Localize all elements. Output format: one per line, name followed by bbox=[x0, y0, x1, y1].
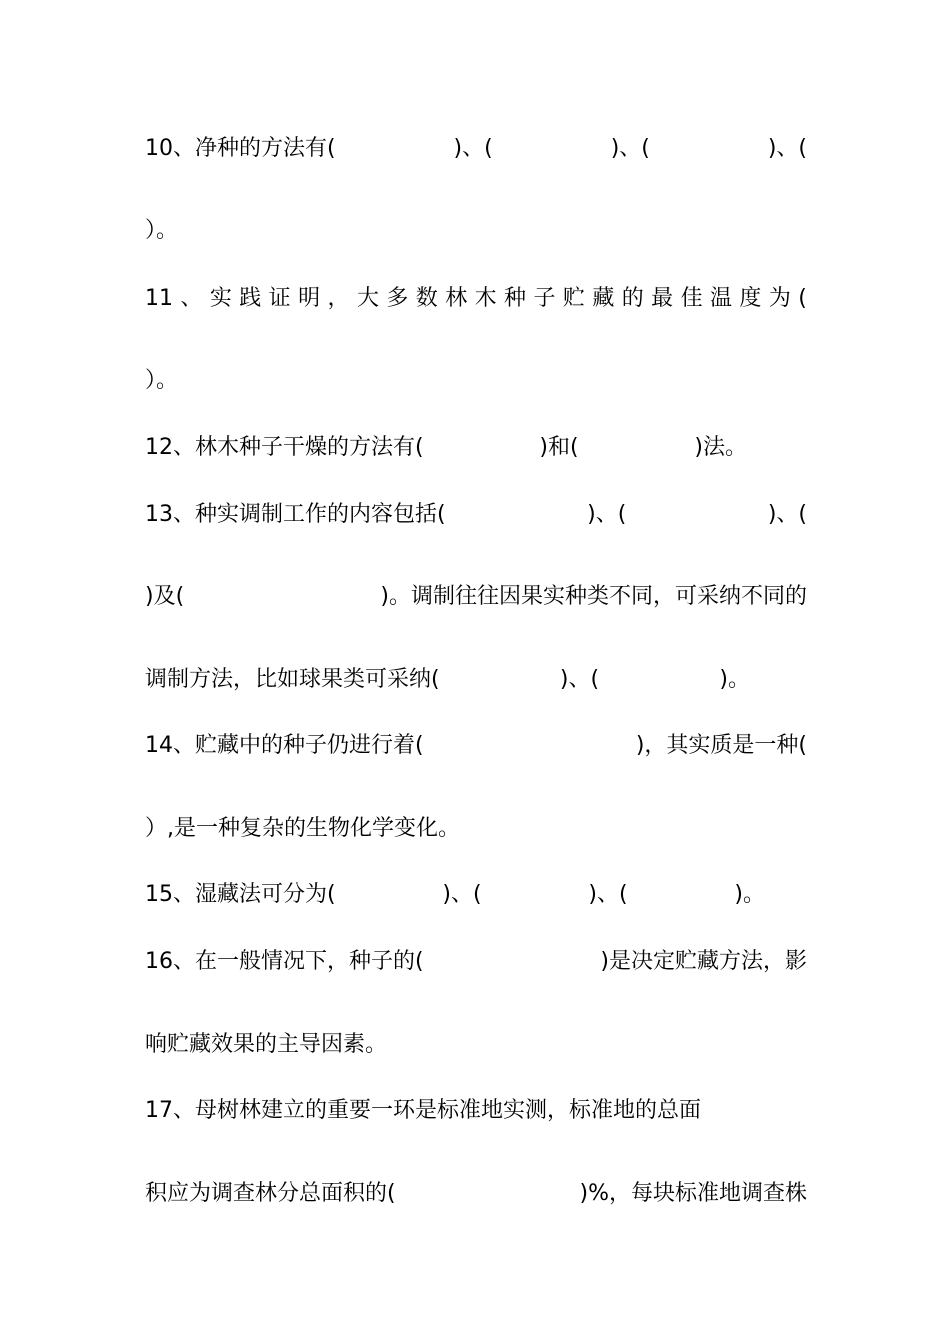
text-segment: )。 bbox=[734, 882, 765, 907]
question-15-line-1 bbox=[145, 880, 765, 910]
text-segment: 大 bbox=[356, 286, 379, 311]
text-segment: 、 bbox=[180, 286, 203, 311]
text-segment: 温 bbox=[710, 286, 733, 311]
text-segment: 15、湿藏法可分为( bbox=[145, 882, 336, 907]
text-segment: 贮 bbox=[562, 286, 585, 311]
text-segment: 种 bbox=[504, 286, 527, 311]
question-10-line-2 bbox=[145, 216, 807, 246]
text-segment: 为 bbox=[768, 286, 791, 311]
question-10-line-1 bbox=[145, 134, 807, 164]
question-16-line-2 bbox=[145, 1030, 807, 1060]
text-segment: 10、净种的方法有( bbox=[145, 136, 336, 161]
text-segment: )。调制往往因果实种类不同，可采纳不同的 bbox=[380, 584, 807, 609]
question-14-line-2 bbox=[145, 814, 807, 844]
text-segment: 度 bbox=[739, 286, 762, 311]
text-segment: ）,是一种复杂的生物化学变化。 bbox=[145, 816, 460, 841]
question-13-line-1 bbox=[145, 500, 807, 530]
text-segment: 的 bbox=[621, 286, 644, 311]
question-16-line-1 bbox=[145, 947, 807, 977]
text-segment: 实 bbox=[209, 286, 232, 311]
text-segment: 子 bbox=[533, 286, 556, 311]
question-12-line-1 bbox=[145, 433, 747, 463]
text-segment: 13、种实调制工作的内容包括( bbox=[145, 502, 446, 527]
text-segment: 17、母树林建立的重要一环是标准地实测，标准地的总面 bbox=[145, 1098, 701, 1123]
text-segment: )是决定贮藏方法，影 bbox=[600, 949, 807, 974]
text-segment: )及( bbox=[145, 584, 185, 609]
text-segment: 佳 bbox=[680, 286, 703, 311]
text-segment: 林 bbox=[445, 286, 468, 311]
text-segment: ， bbox=[327, 286, 350, 311]
question-17-line-2 bbox=[145, 1179, 807, 1209]
text-segment: )、( bbox=[559, 667, 600, 692]
question-17-line-1 bbox=[145, 1096, 807, 1126]
text-segment: )、( bbox=[587, 502, 627, 527]
text-segment: 藏 bbox=[592, 286, 615, 311]
text-segment: )、( bbox=[453, 136, 493, 161]
text-segment: 践 bbox=[239, 286, 262, 311]
text-segment: )、( bbox=[588, 882, 628, 907]
text-segment: 调制方法，比如球果类可采纳( bbox=[145, 667, 440, 692]
text-segment: 11 bbox=[145, 286, 173, 311]
question-11-line-1 bbox=[145, 284, 807, 314]
text-segment: 响贮藏效果的主导因素。 bbox=[145, 1032, 388, 1057]
text-segment: 证 bbox=[268, 286, 291, 311]
text-segment: 最 bbox=[651, 286, 674, 311]
question-11-line-2 bbox=[145, 366, 807, 396]
text-segment: ）。 bbox=[145, 368, 179, 393]
text-segment: )、( bbox=[767, 136, 807, 161]
text-segment: 明 bbox=[298, 286, 321, 311]
text-segment: )，其实质是一种( bbox=[635, 733, 807, 758]
text-segment: 12、林木种子干燥的方法有( bbox=[145, 435, 424, 460]
text-segment: )。 bbox=[719, 667, 750, 692]
text-segment: ）。 bbox=[145, 218, 179, 243]
question-13-line-2 bbox=[145, 582, 807, 612]
text-segment: )、( bbox=[767, 502, 807, 527]
text-segment: 木 bbox=[474, 286, 497, 311]
text-segment: )和( bbox=[539, 435, 579, 460]
text-segment: )、( bbox=[442, 882, 482, 907]
text-segment: )%，每块标准地调查株 bbox=[579, 1181, 807, 1206]
text-segment: 积应为调查林分总面积的( bbox=[145, 1181, 396, 1206]
text-segment: 数 bbox=[415, 286, 438, 311]
text-segment: 14、贮藏中的种子仍进行着( bbox=[145, 733, 424, 758]
text-segment: 16、在一般情况下，种子的( bbox=[145, 949, 424, 974]
text-segment: ( bbox=[798, 286, 807, 311]
text-segment: 多 bbox=[386, 286, 409, 311]
text-segment: )法。 bbox=[694, 435, 747, 460]
question-14-line-1 bbox=[145, 731, 807, 761]
question-13-line-3 bbox=[145, 665, 750, 695]
text-segment: )、( bbox=[610, 136, 650, 161]
